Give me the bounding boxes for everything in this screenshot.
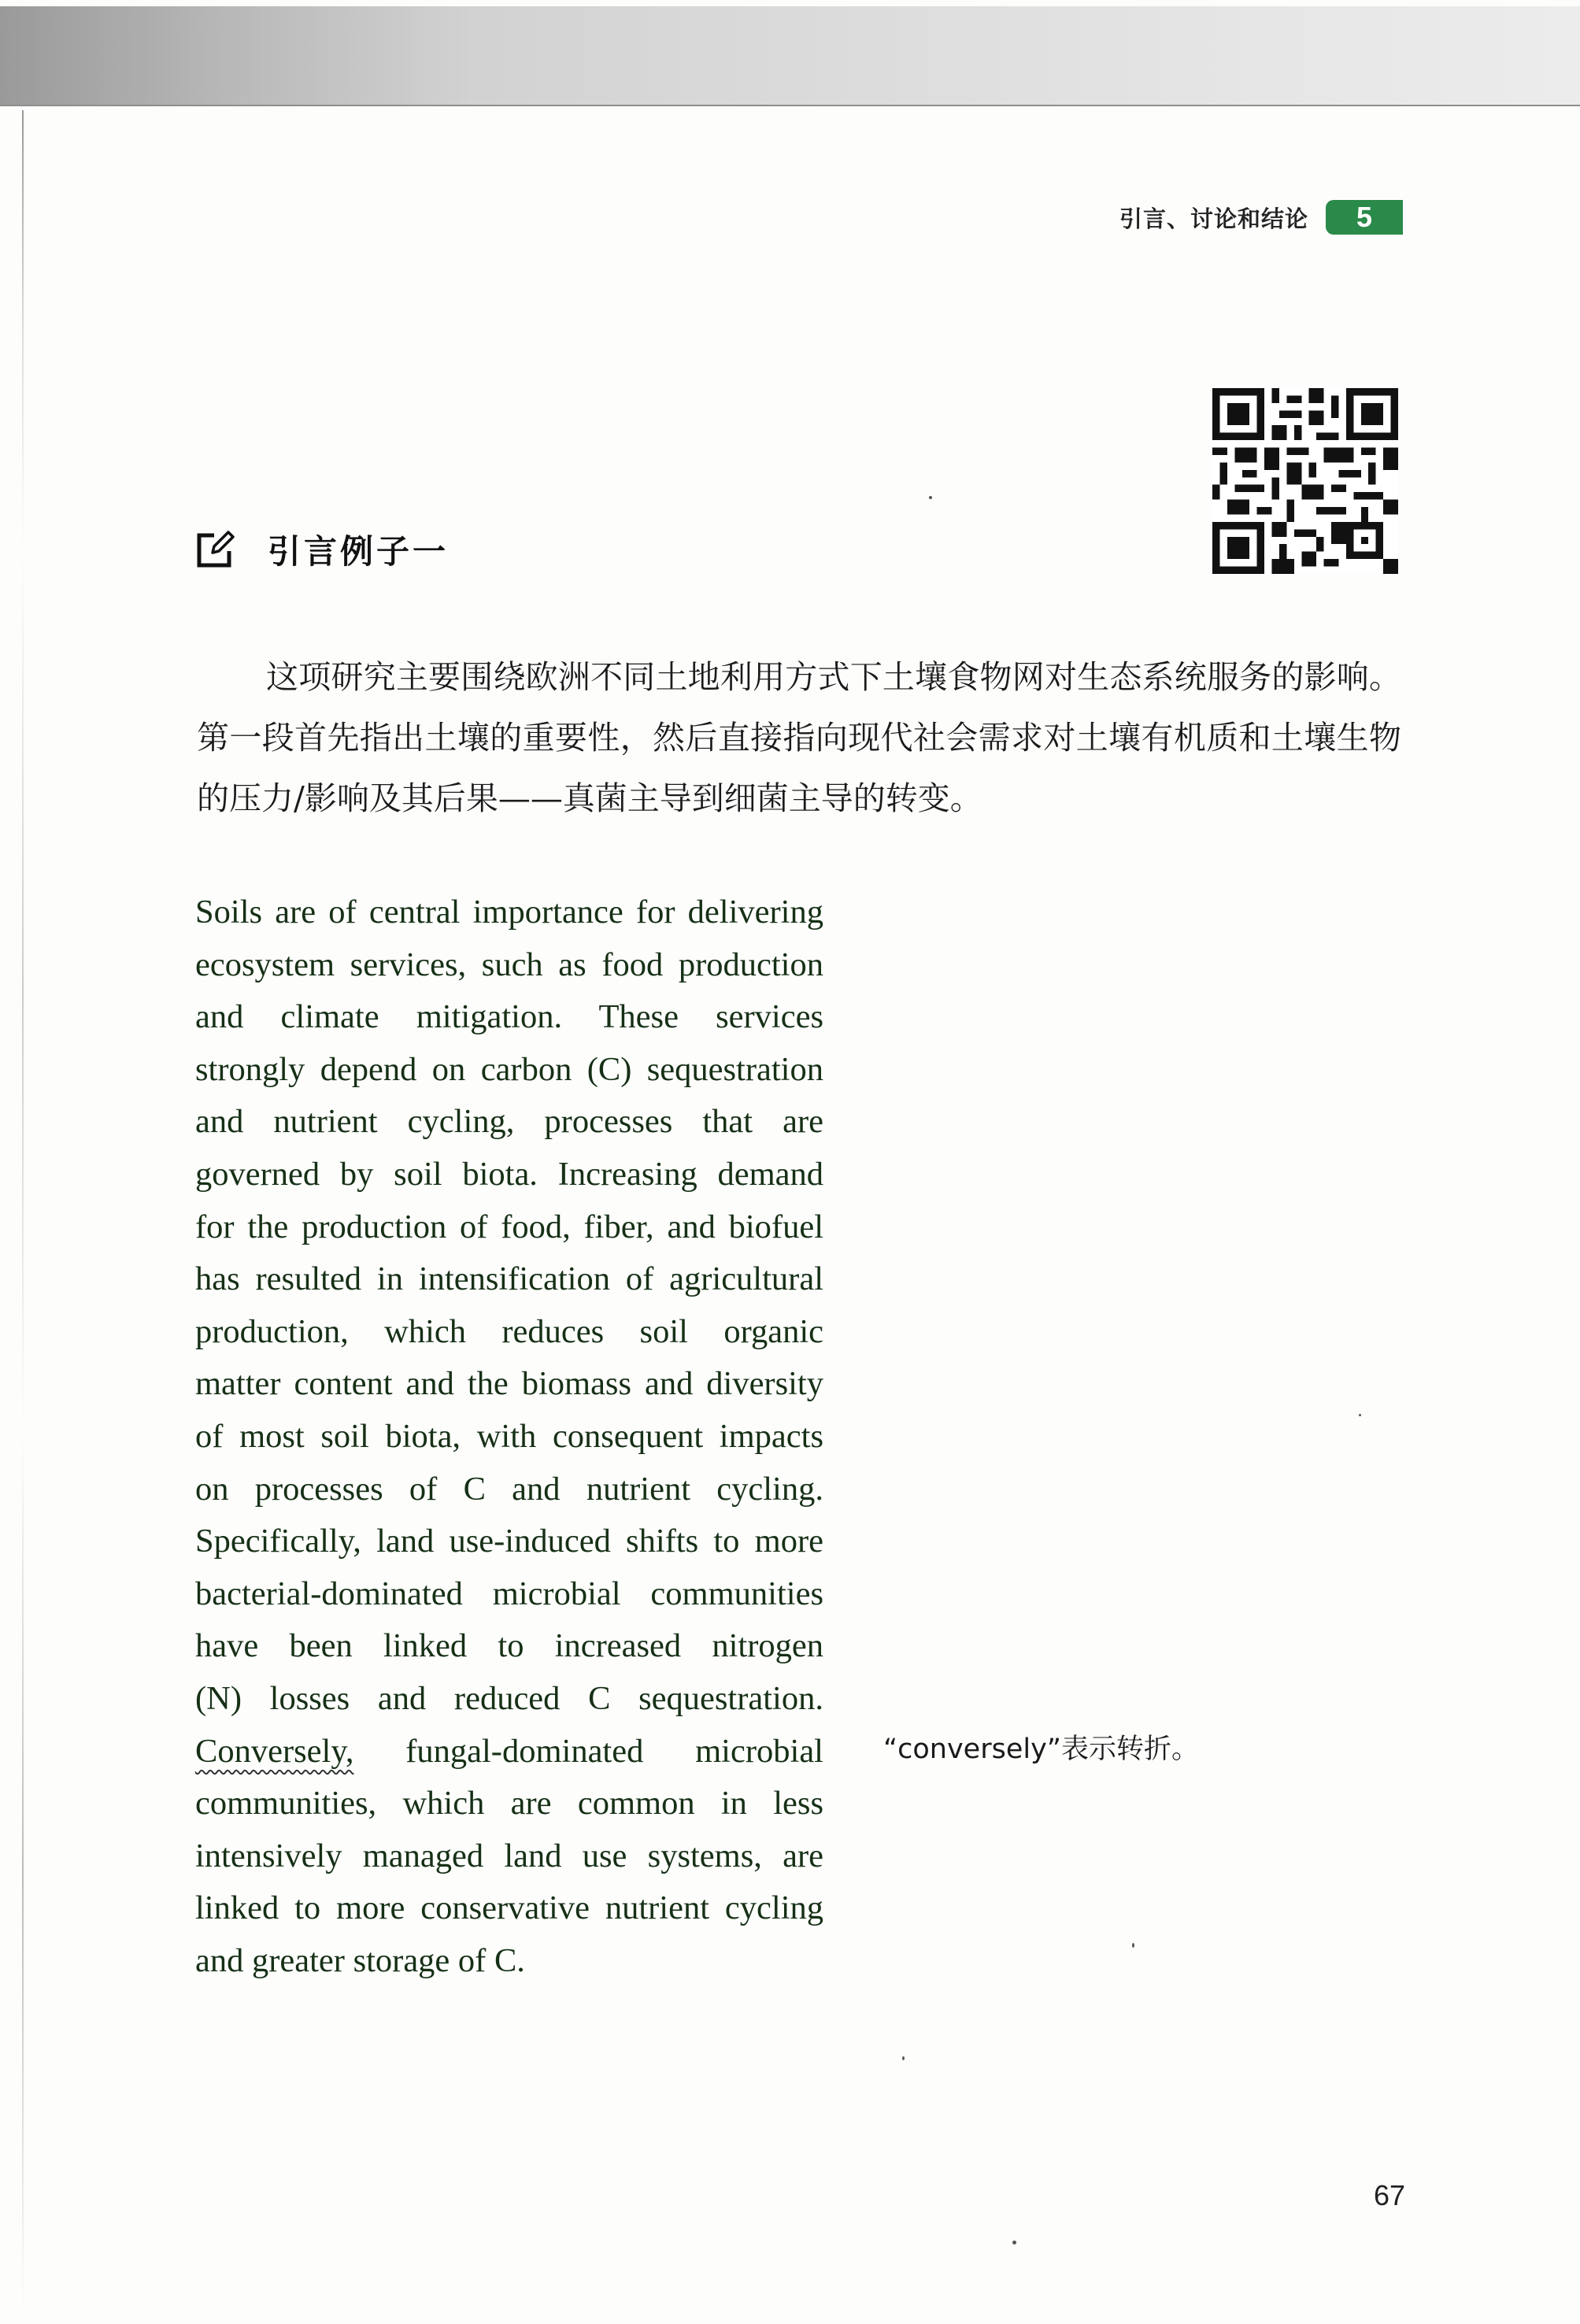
excerpt-line: and nutrient cycling, processes that are (195, 1103, 823, 1141)
excerpt-line: of most soil biota, with consequent impacts (195, 1417, 823, 1455)
section-title: 引言例子一 (268, 532, 450, 571)
excerpt-line: and climate mitigation. These services (195, 998, 823, 1036)
excerpt-line: for the production of food, fiber, and biofuel (195, 1208, 823, 1245)
scan-speck (1359, 1414, 1361, 1416)
scan-top-shadow (0, 6, 1580, 106)
excerpt-line-rest: fungal-dominated microbial (353, 1732, 823, 1770)
highlighted-word: Conversely, (195, 1732, 354, 1770)
excerpt-line: governed by soil biota. Increasing demand (195, 1155, 823, 1193)
page-number: 67 (1374, 2179, 1406, 2211)
excerpt-line: (N) losses and reduced C sequestration. (195, 1679, 823, 1717)
excerpt-line: have been linked to increased nitrogen (195, 1627, 823, 1665)
excerpt-line: production, which reduces soil organic (195, 1312, 823, 1350)
excerpt-line-highlight (195, 1726, 823, 1778)
scan-left-edge (22, 110, 24, 2315)
chapter-title: 引言、讨论和结论 (1119, 205, 1308, 232)
excerpt-line: has resulted in intensification of agricultural (195, 1260, 823, 1298)
excerpt-line: ecosystem services, such as food production (195, 946, 823, 983)
qr-code-icon[interactable] (1212, 388, 1398, 574)
chapter-number-badge: 5 (1326, 200, 1403, 235)
excerpt-line: on processes of C and nutrient cycling. (195, 1470, 823, 1508)
english-excerpt (195, 886, 823, 1987)
excerpt-line: and greater storage of C. (195, 1941, 525, 1979)
excerpt-line: matter content and the biomass and diversity (195, 1365, 823, 1403)
excerpt-line: communities, which are common in less (195, 1785, 823, 1823)
excerpt-line: Soils are of central importance for delivering (195, 894, 823, 931)
excerpt-line: intensively managed land use systems, are (195, 1837, 823, 1874)
running-head (1119, 200, 1403, 235)
excerpt-line: linked to more conservative nutrient cycling (195, 1889, 823, 1927)
edit-note-icon (195, 529, 236, 570)
section-heading (195, 526, 449, 573)
scan-speck (929, 496, 932, 499)
excerpt-line: bacterial-dominated microbial communities (195, 1575, 823, 1612)
excerpt-line: strongly depend on carbon (C) sequestration (195, 1050, 823, 1088)
scan-speck (902, 2056, 905, 2060)
scan-speck (1012, 2241, 1016, 2244)
scan-speck (1132, 1943, 1134, 1948)
intro-commentary: 这项研究主要围绕欧洲不同土地利用方式下土壤食物网对生态系统服务的影响。第一段首先指出土壤的重要性，然后直接指向现代社会需求对土壤有机质和土壤生物的压力/影响及其后果——真菌主导到细菌主导的转变。 (197, 658, 1401, 817)
excerpt-line: Specifically, land use-induced shifts to more (195, 1523, 823, 1560)
margin-note: “conversely”表示转折。 (883, 1734, 1199, 1765)
